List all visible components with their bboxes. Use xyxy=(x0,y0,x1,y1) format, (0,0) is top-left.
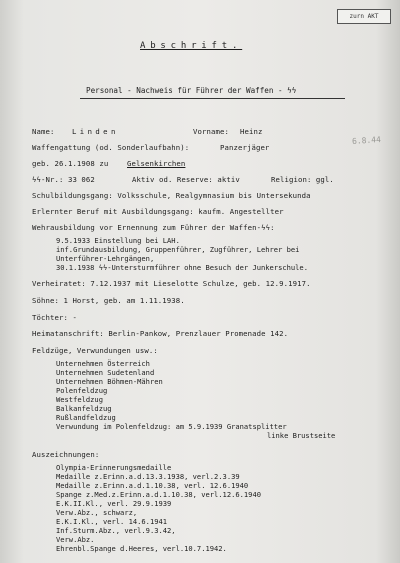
ss-number: ϟϟ-Nr.: 33 062 xyxy=(32,175,95,184)
feldzug-item: Balkanfeldzug xyxy=(56,404,112,413)
feldzug-item: Unternehmen Böhmen-Mähren xyxy=(56,377,163,386)
auszeichnungen-label: Auszeichnungen: xyxy=(32,450,100,459)
vorname-label: Vorname: xyxy=(193,127,229,136)
name-label: Name: xyxy=(32,127,55,136)
feldzug-item: Westfeldzug xyxy=(56,395,103,404)
verwundung-line: Verwundung im Polenfeldzug: am 5.9.1939 Granatsplitter xyxy=(56,422,287,431)
verheiratet: Verheiratet: 7.12.1937 mit Lieselotte Schulze, geb. 12.9.1917. xyxy=(32,279,311,288)
wehrausbildung-line: inf.Grundausbildung, Gruppenführer, Zugführer, Lehrer bei xyxy=(56,245,300,254)
soehne: Söhne: 1 Horst, geb. am 1.11.1938. xyxy=(32,296,185,305)
wehrausbildung-line: 9.5.1933 Einstellung bei LAH. xyxy=(56,236,180,245)
wehrausbildung-line: Unterführer-Lehrgängen, xyxy=(56,254,155,263)
wehrausbildung-label: Wehrausbildung vor Ernennung zum Führer der Waffen-ϟϟ: xyxy=(32,223,275,232)
birth-date: geb. 26.1.1908 zu xyxy=(32,159,109,168)
religion: Religion: ggl. xyxy=(271,175,334,184)
feldzuege-label: Feldzüge, Verwundungen usw.: xyxy=(32,346,158,355)
pencil-note: 6.8.44 xyxy=(351,135,382,146)
auszeichnung-item: E.K.I.Kl., verl. 14.6.1941 xyxy=(56,517,168,526)
heading-underline xyxy=(80,98,345,99)
schulbildung: Schulbildungsgang: Volksschule, Realgymnasium bis Untersekunda xyxy=(32,191,311,200)
auszeichnung-item: Verw.Abz. xyxy=(56,535,95,544)
feldzug-item: Unternehmen Österreich xyxy=(56,359,150,368)
feldzug-item: Polenfeldzug xyxy=(56,386,108,395)
toechter: Töchter: - xyxy=(32,313,77,322)
auszeichnung-item: Olympia-Erinnerungsmedaille xyxy=(56,463,172,472)
auszeichnung-item: E.K.II.Kl., verl. 29.9.1939 xyxy=(56,499,172,508)
vorname-value: Heinz xyxy=(240,127,263,136)
file-stamp: zurn AKT xyxy=(337,9,391,24)
auszeichnung-item: Spange z.Med.z.Erinn.a.d.1.10.38, verl.12.6.1940 xyxy=(56,490,261,499)
feldzug-item: Unternehmen Sudetenland xyxy=(56,368,155,377)
waffengattung-value: Panzerjäger xyxy=(220,143,270,152)
document-heading: Personal - Nachweis für Führer der Waffen - ϟϟ xyxy=(86,86,297,95)
aktiv-reserve: Aktiv od. Reserve: aktiv xyxy=(132,175,240,184)
birth-place: Gelsenkirchen xyxy=(127,159,186,168)
wehrausbildung-line: 30.1.1938 ϟϟ-Untersturmführer ohne Besuch der Junkerschule. xyxy=(56,263,308,272)
auszeichnung-item: Medaille z.Erinn.a.d.13.3.1938, verl.2.3.39 xyxy=(56,472,240,481)
waffengattung-label: Waffengattung (od. Sonderlaufbahn): xyxy=(32,143,190,152)
verwundung-line-2: linke Brustseite xyxy=(267,431,336,440)
name-value: Linden xyxy=(72,127,119,136)
auszeichnung-item: Inf.Sturm.Abz., verl.9.3.42, xyxy=(56,526,176,535)
auszeichnung-item: Verw.Abz., schwarz, xyxy=(56,508,138,517)
document-title: Abschrift. xyxy=(140,41,243,51)
heimatanschrift: Heimatanschrift: Berlin-Pankow, Prenzlauer Promenade 142. xyxy=(32,329,289,338)
auszeichnung-item: Ehrenbl.Spange d.Heeres, verl.10.7.1942. xyxy=(56,544,227,553)
feldzug-item: Rußlandfeldzug xyxy=(56,413,116,422)
auszeichnung-item: Medaille z.Erinn.a.d.1.10.38, verl. 12.6.1940 xyxy=(56,481,249,490)
beruf: Erlernter Beruf mit Ausbildungsgang: kaufm. Angestellter xyxy=(32,207,284,216)
